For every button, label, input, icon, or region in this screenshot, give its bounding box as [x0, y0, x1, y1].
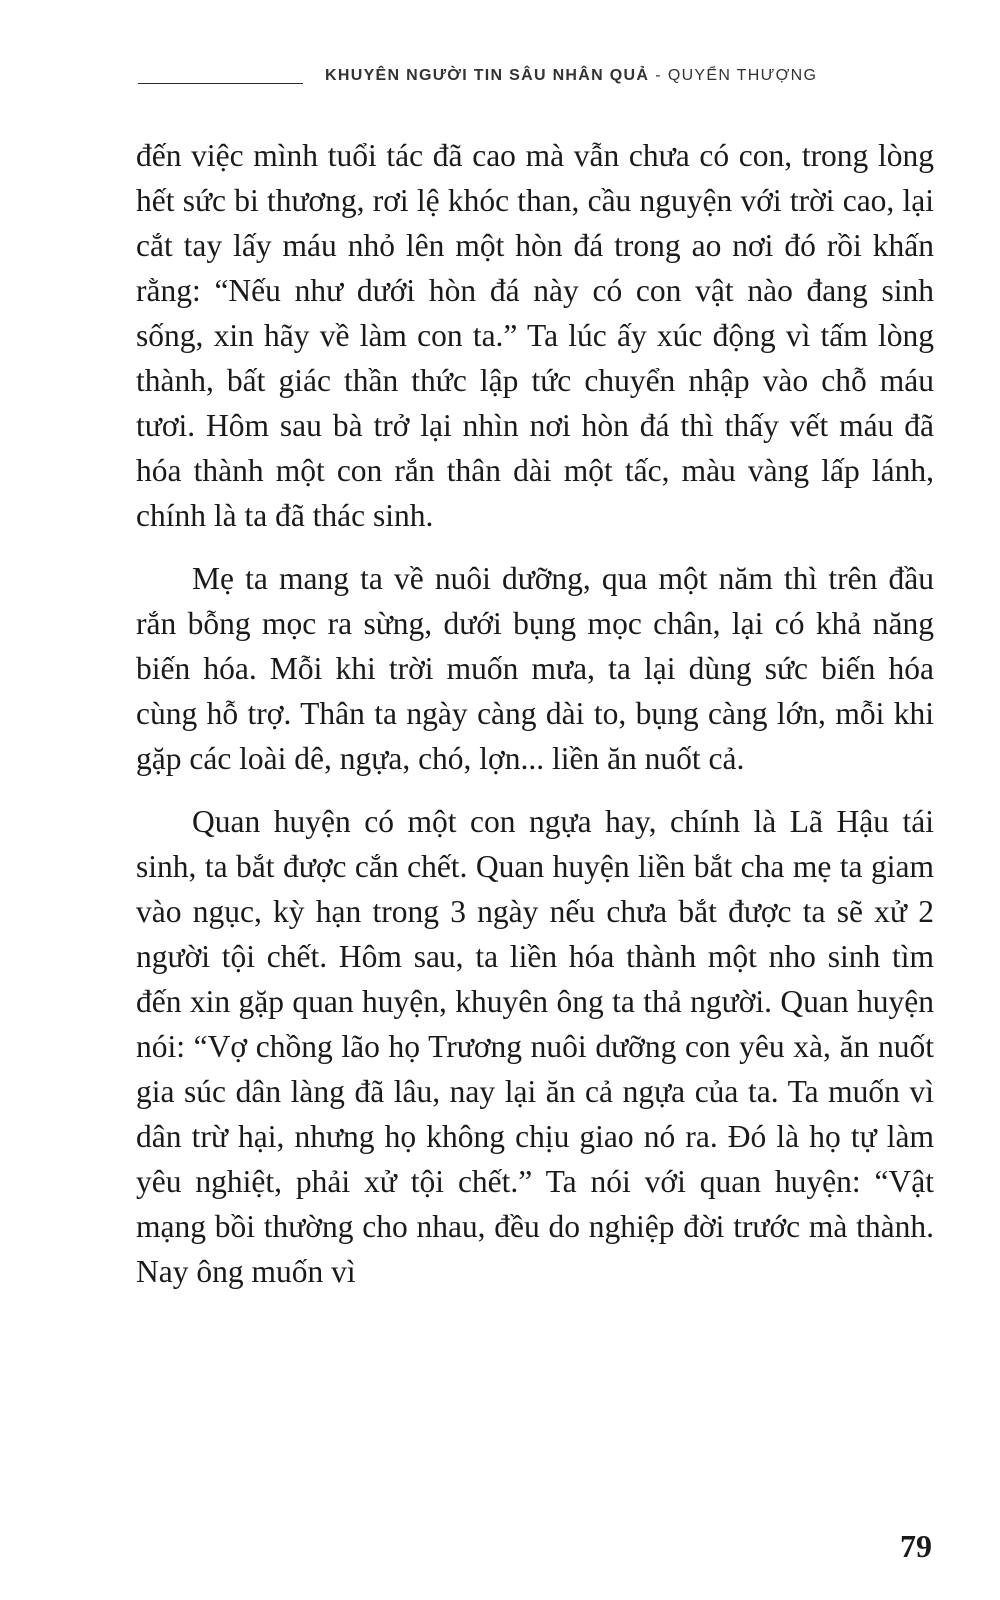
running-head-text: [325, 67, 817, 85]
header-separator: -: [655, 67, 662, 84]
paragraph-2: Mẹ ta mang ta về nuôi dưỡng, qua một năm thì trên đầu rắn bỗng mọc ra sừng, dưới bụng mọc chân, lại có khả năng biến hóa. Mỗi khi trời muốn mưa, ta lại dùng sức biến hóa cùng hỗ trợ. Thân ta ngày càng dài to, bụng càng lớn, mỗi khi gặp các loài dê, ngựa, chó, lợn... liền ăn nuốt cả.: [136, 561, 934, 776]
page-body: [136, 133, 934, 1294]
volume-title: QUYỂN THƯỢNG: [667, 67, 818, 84]
book-title: KHUYÊN NGƯỜI TIN SÂU NHÂN QUẢ: [325, 67, 650, 84]
header-rule: [138, 83, 303, 84]
paragraph-3: Quan huyện có một con ngựa hay, chính là Lã Hậu tái sinh, ta bắt được cắn chết. Quan huyện liền bắt cha mẹ ta giam vào ngục, kỳ hạn trong 3 ngày nếu chưa bắt được ta sẽ xử 2 người tội chết. Hôm sau, ta liền hóa thành một nho sinh tìm đến xin gặp quan huyện, khuyên ông ta thả người. Quan huyện nói: “Vợ chồng lão họ Trương nuôi dưỡng con yêu xà, ăn nuốt gia súc dân làng đã lâu, nay lại ăn cả ngựa của ta. Ta muốn vì dân trừ hại, nhưng họ không chịu giao nó ra. Đó là họ tự làm yêu nghiệt, phải xử tội chết.” Ta nói với quan huyện: “Vật mạng bồi thường cho nhau, đều do nghiệp đời trước mà thành. Nay ông muốn vì: [136, 804, 934, 1289]
paragraph-1: đến việc mình tuổi tác đã cao mà vẫn chưa có con, trong lòng hết sức bi thương, rơi lệ khóc than, cầu nguyện với trời cao, lại cắt tay lấy máu nhỏ lên một hòn đá trong ao nơi đó rồi khấn rằng: “Nếu như dưới hòn đá này có con vật nào đang sinh sống, xin hãy về làm con ta.” Ta lúc ấy xúc động vì tấm lòng thành, bất giác thần thức lập tức chuyển nhập vào chỗ máu tươi. Hôm sau bà trở lại nhìn nơi hòn đá thì thấy vết máu đã hóa thành một con rắn thân dài một tấc, màu vàng lấp lánh, chính là ta đã thác sinh.: [136, 138, 934, 533]
running-header: [138, 62, 930, 90]
page-number: 79: [900, 1528, 932, 1564]
